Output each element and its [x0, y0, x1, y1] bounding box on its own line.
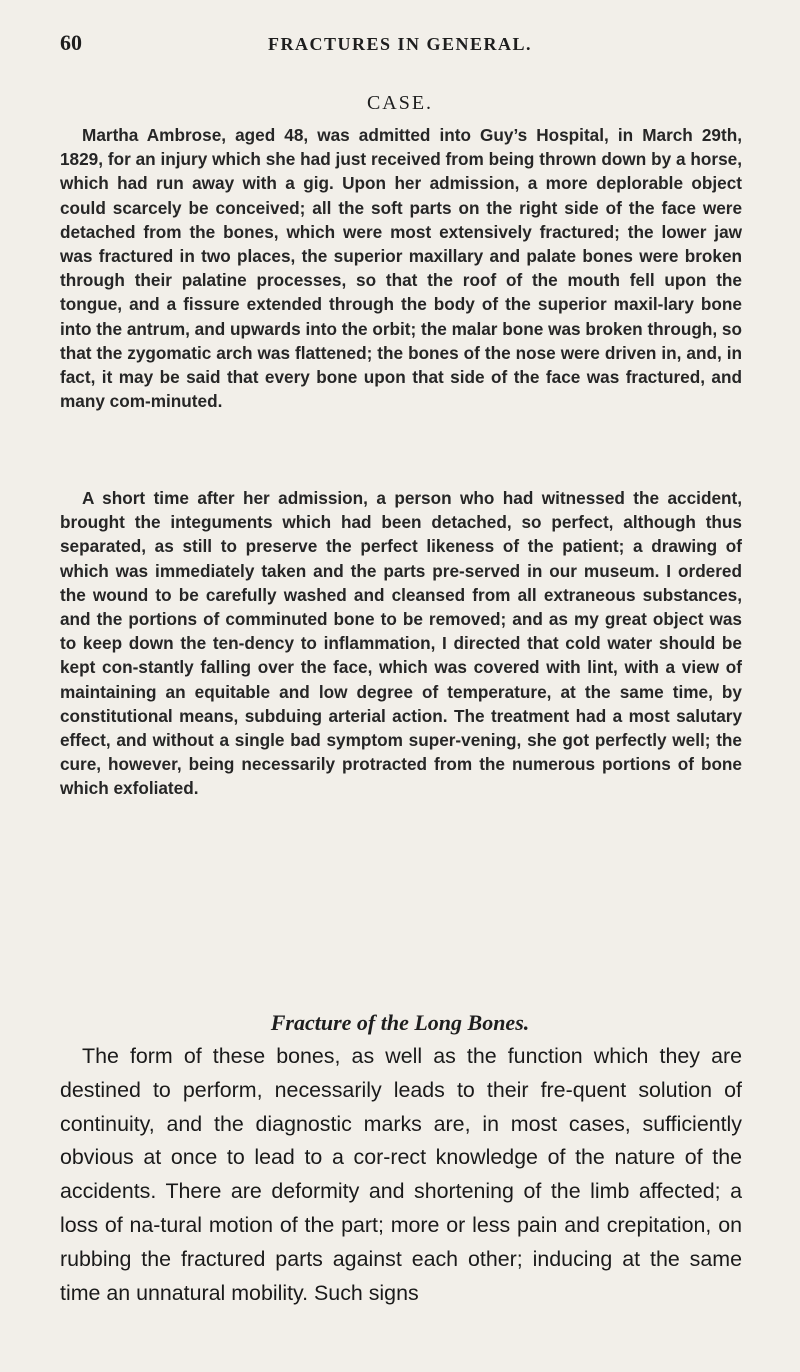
- case-heading: CASE.: [366, 92, 434, 114]
- page-number: 60: [60, 30, 82, 55]
- case-paragraph-1: Martha Ambrose, aged 48, was admitted into Guy’s Hospital, in March 29th, 1829, for an injury which she had just received from being thrown down by a horse, which had run away with a gig. Upon her admission, a more deplorable object could scarcely be conceived; all the soft parts on the right side of the face were detached from the bones, which were most extensively fractured; the lower jaw was fractured in two places, the superior maxillary and palate bones were broken through their palatine processes, so that the roof of the mouth fell upon the tongue, and a fissure extended through the body of the superior maxil-lary bone into the antrum, and upwards into the orbit; the malar bone was broken through, so that the zygomatic arch was flattened; the bones of the nose were driven in, and, in fact, it may be said that every bone upon that side of the face was fractured, and many com-minuted.: [60, 125, 742, 412]
- section-body-text: The form of these bones, as well as the function which they are destined to perform, necessarily leads to their fre-quent solution of continuity, and the diagnostic marks are, in most cases, sufficiently obvious at once to lead to a cor-rect knowledge of the nature of the accidents. There are deformity and shortening of the limb affected; a loss of na-tural motion of the part; more or less pain and crepitation, on rubbing the fractured parts against each other; inducing at the same time an unnatural mobility. Such signs: [60, 1044, 742, 1305]
- running-head: FRACTURES IN GENERAL.: [267, 34, 533, 54]
- case-paragraph-2: A short time after her admission, a person who had witnessed the accident, brought the integuments which had been detached, so perfect, although thus separated, as still to preserve the perfect likeness of the patient; a drawing of which was immediately taken and the parts pre-served in our museum. I ordered the wound to be carefully washed and cleansed from all extraneous substances, and the portions of comminuted bone to be removed; and as my great object was to keep down the ten-dency to inflammation, I directed that cold water should be kept con-stantly falling over the face, which was covered with lint, with a view of maintaining an equitable and low degree of temperature, at the same time, by constitutional means, subduing arterial action. The treatment had a most salutary effect, and without a single bad symptom super-vening, she got perfectly well; the cure, however, being necessarily protracted from the numerous portions of bone which exfoliated.: [60, 488, 742, 799]
- section-heading: Fracture of the Long Bones.: [270, 1010, 530, 1035]
- page-header: [60, 30, 740, 66]
